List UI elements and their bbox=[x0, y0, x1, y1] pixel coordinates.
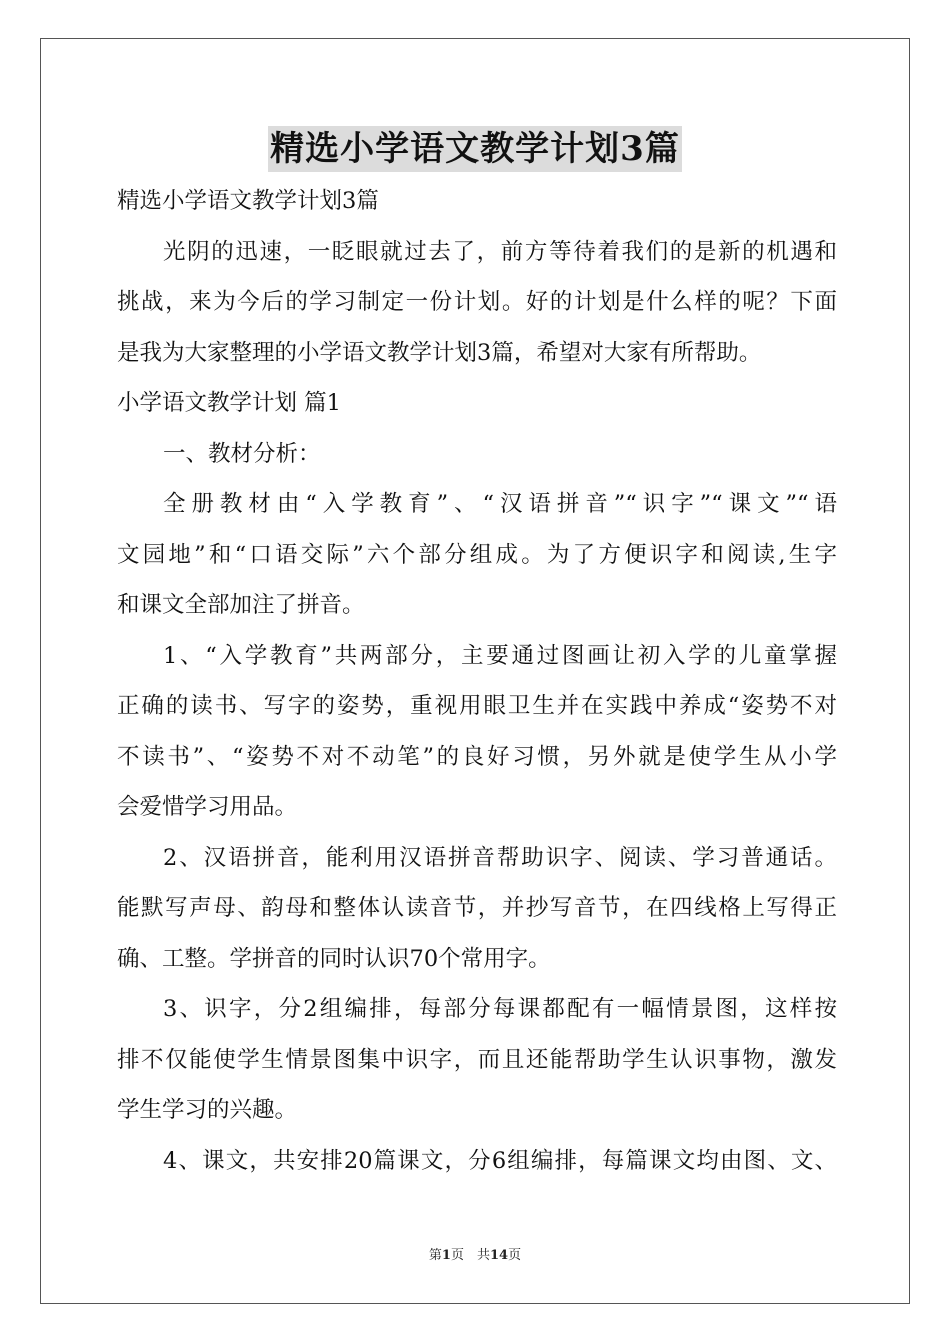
text-line: 学生学习的兴趣。 bbox=[117, 1097, 298, 1123]
text-line: 确、工整。学拼音的同时认识70个常用字。 bbox=[117, 945, 551, 972]
footer-mid: 页 共 bbox=[450, 1248, 490, 1263]
document-title bbox=[0, 126, 950, 172]
text-line: 会爱惜学习用品。 bbox=[117, 794, 298, 820]
text-line: 小学语文教学计划 篇1 bbox=[117, 390, 341, 416]
text-line: 3、识字，分2组编排，每部分每课都配有一幅情景图，这样按 bbox=[163, 996, 837, 1022]
text-line: 不读书”、“姿势不对不动笔”的良好习惯，另外就是使学生从小学 bbox=[117, 743, 837, 770]
text-line: 全册教材由“入学教育”、“汉语拼音”“识字”“课文”“语 bbox=[163, 491, 837, 517]
text-line: 光阴的迅速，一眨眼就过去了，前方等待着我们的是新的机遇和 bbox=[163, 238, 837, 265]
footer-suffix: 页 bbox=[508, 1248, 522, 1263]
page-footer bbox=[0, 1244, 950, 1263]
footer-prefix: 第 bbox=[428, 1248, 442, 1263]
text-line: 是我为大家整理的小学语文教学计划3篇，希望对大家有所帮助。 bbox=[117, 339, 762, 366]
text-line: 精选小学语文教学计划3篇 bbox=[117, 188, 379, 214]
text-line: 2、汉语拼音，能利用汉语拼音帮助识字、阅读、学习普通话。 bbox=[163, 844, 837, 871]
text-line: 一、教材分析： bbox=[163, 440, 321, 467]
text-line: 1、“入学教育”共两部分，主要通过图画让初入学的儿童掌握 bbox=[163, 642, 837, 669]
footer-total-pages: 14 bbox=[489, 1248, 509, 1263]
document-title-text: 精选小学语文教学计划3篇 bbox=[268, 126, 682, 172]
text-line: 文园地”和“口语交际”六个部分组成。为了方便识字和阅读,生字 bbox=[117, 541, 837, 568]
text-line: 能默写声母、韵母和整体认读音节，并抄写音节，在四线格上写得正 bbox=[117, 895, 837, 921]
text-line: 4、课文，共安排20篇课文，分6组编排，每篇课文均由图、文、 bbox=[163, 1147, 837, 1174]
text-line: 正确的读书、写字的姿势，重视用眼卫生并在实践中养成“姿势不对 bbox=[117, 693, 837, 719]
text-line: 挑战，来为今后的学习制定一份计划。好的计划是什么样的呢？下面 bbox=[117, 289, 837, 315]
text-line: 和课文全部加注了拼音。 bbox=[117, 592, 365, 618]
document-body bbox=[117, 176, 837, 1186]
footer-page-number: 1 bbox=[441, 1248, 451, 1263]
text-line: 排不仅能使学生情景图集中识字，而且还能帮助学生认识事物，激发 bbox=[117, 1046, 837, 1073]
